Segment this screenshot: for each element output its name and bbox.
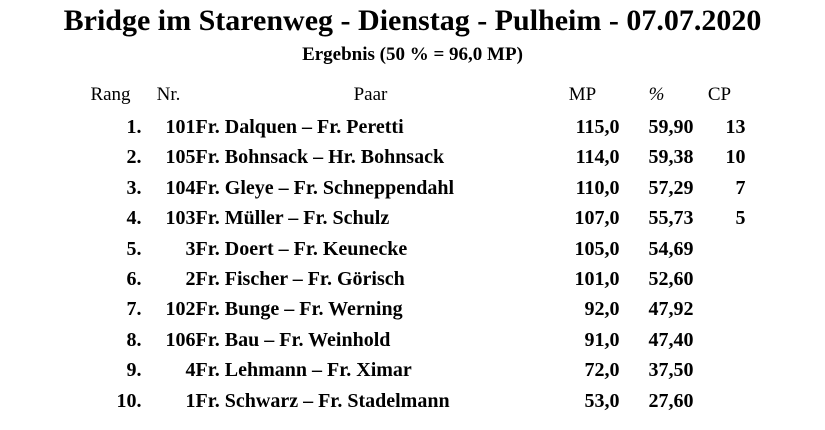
cell-cp: 10: [725, 146, 746, 169]
cell-percent: 59,90: [648, 116, 694, 138]
cell-rank: 5.: [126, 237, 142, 260]
cell-rank: 4.: [126, 207, 142, 230]
cell-mp: 105,0: [574, 237, 620, 260]
table-header: [80, 84, 746, 112]
column-header-cp: CP: [707, 84, 732, 105]
cell-percent: 55,73: [648, 207, 694, 230]
cell-rank: 8.: [126, 328, 142, 351]
cell-cp: 7: [735, 176, 746, 199]
column-header-pair: Paar: [353, 84, 388, 105]
cell-mp: 92,0: [584, 298, 620, 321]
column-header-rank: Rang: [90, 84, 131, 105]
cell-cp: 5: [735, 207, 746, 230]
cell-number: 4: [185, 359, 196, 382]
table-row: [80, 325, 746, 355]
cell-percent: 47,92: [648, 298, 694, 321]
results-table: [80, 84, 746, 416]
table-header-row: [80, 84, 746, 112]
cell-number: 104: [165, 176, 196, 199]
cell-cp: [694, 294, 746, 324]
table-row: [80, 112, 746, 142]
table-row: [80, 386, 746, 416]
cell-pair: Fr. Dalquen – Fr. Peretti: [195, 116, 404, 138]
column-header-number: Nr.: [156, 84, 181, 105]
cell-pair: Fr. Doert – Fr. Keunecke: [195, 237, 408, 260]
cell-pair: Fr. Bohnsack – Hr. Bohnsack: [195, 146, 445, 169]
cell-pair: Fr. Schwarz – Fr. Stadelmann: [195, 389, 450, 412]
cell-rank: 7.: [126, 298, 142, 321]
cell-pair: Fr. Bau – Fr. Weinhold: [195, 328, 391, 351]
cell-number: 102: [165, 298, 196, 321]
cell-pair: Fr. Lehmann – Fr. Ximar: [195, 359, 412, 382]
cell-percent: 52,60: [648, 267, 694, 290]
cell-percent: 54,69: [648, 237, 694, 260]
cell-cp: [694, 234, 746, 264]
table-row: [80, 264, 746, 294]
cell-mp: 101,0: [574, 267, 620, 290]
document-page: [0, 4, 825, 430]
cell-rank: 3.: [126, 176, 142, 199]
cell-mp: 91,0: [584, 328, 620, 351]
cell-number: 101: [165, 116, 196, 138]
cell-mp: 110,0: [575, 176, 620, 199]
table-row: [80, 234, 746, 264]
cell-rank: 1.: [126, 116, 142, 138]
table-row: [80, 173, 746, 203]
cell-rank: 10.: [116, 389, 142, 412]
column-header-mp: MP: [568, 84, 597, 105]
cell-pair: Fr. Bunge – Fr. Werning: [195, 298, 403, 321]
page-title: Bridge im Starenweg - Dienstag - Pulheim - 07.07.2020: [63, 4, 762, 37]
cell-percent: 57,29: [648, 176, 694, 199]
cell-number: 105: [165, 146, 196, 169]
page-subtitle: Ergebnis (50 % = 96,0 MP): [302, 44, 523, 65]
cell-mp: 53,0: [584, 389, 620, 412]
cell-pair: Fr. Fischer – Fr. Görisch: [195, 267, 405, 290]
cell-pair: Fr. Gleye – Fr. Schneppendahl: [195, 176, 455, 199]
cell-mp: 115,0: [575, 116, 620, 138]
table-body: [80, 112, 746, 416]
table-row: [80, 294, 746, 324]
cell-mp: 72,0: [584, 359, 620, 382]
cell-percent: 59,38: [648, 146, 694, 169]
table-row: [80, 203, 746, 233]
table-row: [80, 142, 746, 172]
cell-rank: 9.: [126, 359, 142, 382]
cell-mp: 107,0: [574, 207, 620, 230]
cell-mp: 114,0: [575, 146, 620, 169]
cell-percent: 47,40: [648, 328, 694, 351]
cell-pair: Fr. Müller – Fr. Schulz: [195, 207, 390, 230]
cell-number: 1: [185, 389, 196, 412]
cell-cp: [694, 355, 746, 385]
cell-rank: 2.: [126, 146, 142, 169]
cell-number: 3: [185, 237, 196, 260]
cell-cp: [694, 386, 746, 416]
table-row: [80, 355, 746, 385]
cell-cp: 13: [725, 116, 746, 138]
cell-cp: [694, 325, 746, 355]
column-header-percent: %: [648, 84, 665, 105]
cell-number: 106: [165, 328, 196, 351]
cell-rank: 6.: [126, 267, 142, 290]
cell-cp: [694, 264, 746, 294]
cell-number: 2: [185, 267, 196, 290]
cell-percent: 37,50: [648, 359, 694, 382]
cell-number: 103: [165, 207, 196, 230]
cell-percent: 27,60: [648, 389, 694, 412]
